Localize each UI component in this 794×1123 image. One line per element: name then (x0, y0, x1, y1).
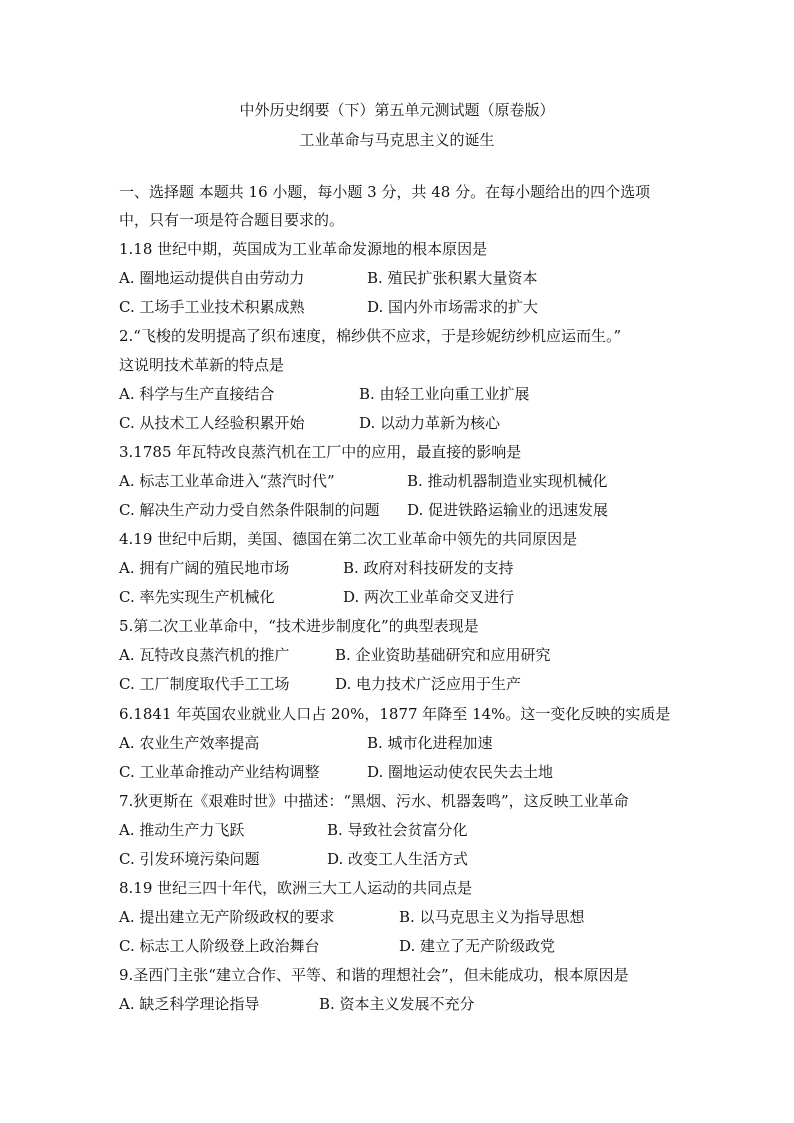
document-title: 中外历史纲要（下）第五单元测试题（原卷版） (239, 101, 555, 119)
question-2-stem-line-1: 2.“飞梭的发明提高了织布速度，棉纱供不应求，于是珍妮纺纱机应运而生。” (119, 327, 622, 345)
question-7-stem: 7.狄更斯在《艰难时世》中描述：“黑烟、污水、机器轰鸣”，这反映工业革命 (119, 792, 629, 810)
question-6-option-d: D. 圈地运动使农民失去土地 (367, 763, 554, 781)
question-9-option-b: B. 资本主义发展不充分 (319, 995, 475, 1013)
question-7-option-a: A. 推动生产力飞跃 (119, 821, 245, 839)
question-1-stem: 1.18 世纪中期，英国成为工业革命发源地的根本原因是 (119, 240, 488, 258)
question-5-stem: 5.第二次工业革命中，“技术进步制度化”的典型表现是 (119, 617, 479, 635)
question-8-option-d: D. 建立了无产阶级政党 (399, 937, 556, 955)
question-6-option-b: B. 城市化进程加速 (367, 734, 493, 752)
question-7-option-c: C. 引发环境污染问题 (119, 850, 260, 868)
question-3-option-c: C. 解决生产动力受自然条件限制的问题 (119, 501, 380, 519)
question-4-option-a: A. 拥有广阔的殖民地市场 (119, 559, 290, 577)
question-9-stem: 9.圣西门主张“建立合作、平等、和谐的理想社会”，但未能成功，根本原因是 (119, 966, 629, 984)
question-1-option-d: D. 国内外市场需求的扩大 (367, 298, 539, 316)
question-6-option-c: C. 工业革命推动产业结构调整 (119, 763, 320, 781)
question-6-stem: 6.1841 年英国农业就业人口占 20%，1877 年降至 14%。这一变化反映的实质是 (119, 705, 671, 723)
question-4-option-d: D. 两次工业革命交叉进行 (343, 588, 515, 606)
question-4-option-b: B. 政府对科技研发的支持 (343, 559, 514, 577)
question-3-option-b: B. 推动机器制造业实现机械化 (407, 472, 608, 490)
question-8-option-b: B. 以马克思主义为指导思想 (399, 908, 585, 926)
question-4-option-c: C. 率先实现生产机械化 (119, 588, 275, 606)
question-8-option-c: C. 标志工人阶级登上政治舞台 (119, 937, 320, 955)
question-8-stem: 8.19 世纪三四十年代，欧洲三大工人运动的共同点是 (119, 879, 473, 897)
question-1-option-a: A. 圈地运动提供自由劳动力 (119, 269, 305, 287)
question-9-option-a: A. 缺乏科学理论指导 (119, 995, 260, 1013)
question-5-option-d: D. 电力技术广泛应用于生产 (335, 675, 522, 693)
question-2-stem-line-2: 这说明技术革新的特点是 (119, 356, 285, 374)
question-5-option-a: A. 瓦特改良蒸汽机的推广 (119, 646, 290, 664)
question-5-option-b: B. 企业资助基础研究和应用研究 (335, 646, 551, 664)
question-3-option-a: A. 标志工业革命进入“蒸汽时代” (119, 472, 335, 490)
document-subtitle: 工业革命与马克思主义的诞生 (299, 131, 495, 149)
question-2-option-d: D. 以动力革新为核心 (359, 414, 501, 432)
question-7-option-b: B. 导致社会贫富分化 (327, 821, 468, 839)
question-3-stem: 3.1785 年瓦特改良蒸汽机在工厂中的应用，最直接的影响是 (119, 443, 522, 461)
question-6-option-a: A. 农业生产效率提高 (119, 734, 260, 752)
section-heading-line-1: 一、选择题 本题共 16 小题，每小题 3 分，共 48 分。在每小题给出的四个选项 (119, 183, 651, 201)
question-2-option-a: A. 科学与生产直接结合 (119, 385, 275, 403)
question-4-stem: 4.19 世纪中后期，美国、德国在第二次工业革命中领先的共同原因是 (119, 530, 578, 548)
question-3-option-d: D. 促进铁路运输业的迅速发展 (407, 501, 609, 519)
question-1-option-c: C. 工场手工业技术积累成熟 (119, 298, 305, 316)
question-2-option-b: B. 由轻工业向重工业扩展 (359, 385, 530, 403)
question-8-option-a: A. 提出建立无产阶级政权的要求 (119, 908, 335, 926)
question-7-option-d: D. 改变工人生活方式 (327, 850, 469, 868)
question-2-option-c: C. 从技术工人经验积累开始 (119, 414, 305, 432)
question-5-option-c: C. 工厂制度取代手工工场 (119, 675, 290, 693)
section-heading-line-2: 中，只有一项是符合题目要求的。 (119, 211, 345, 229)
question-1-option-b: B. 殖民扩张积累大量资本 (367, 269, 538, 287)
